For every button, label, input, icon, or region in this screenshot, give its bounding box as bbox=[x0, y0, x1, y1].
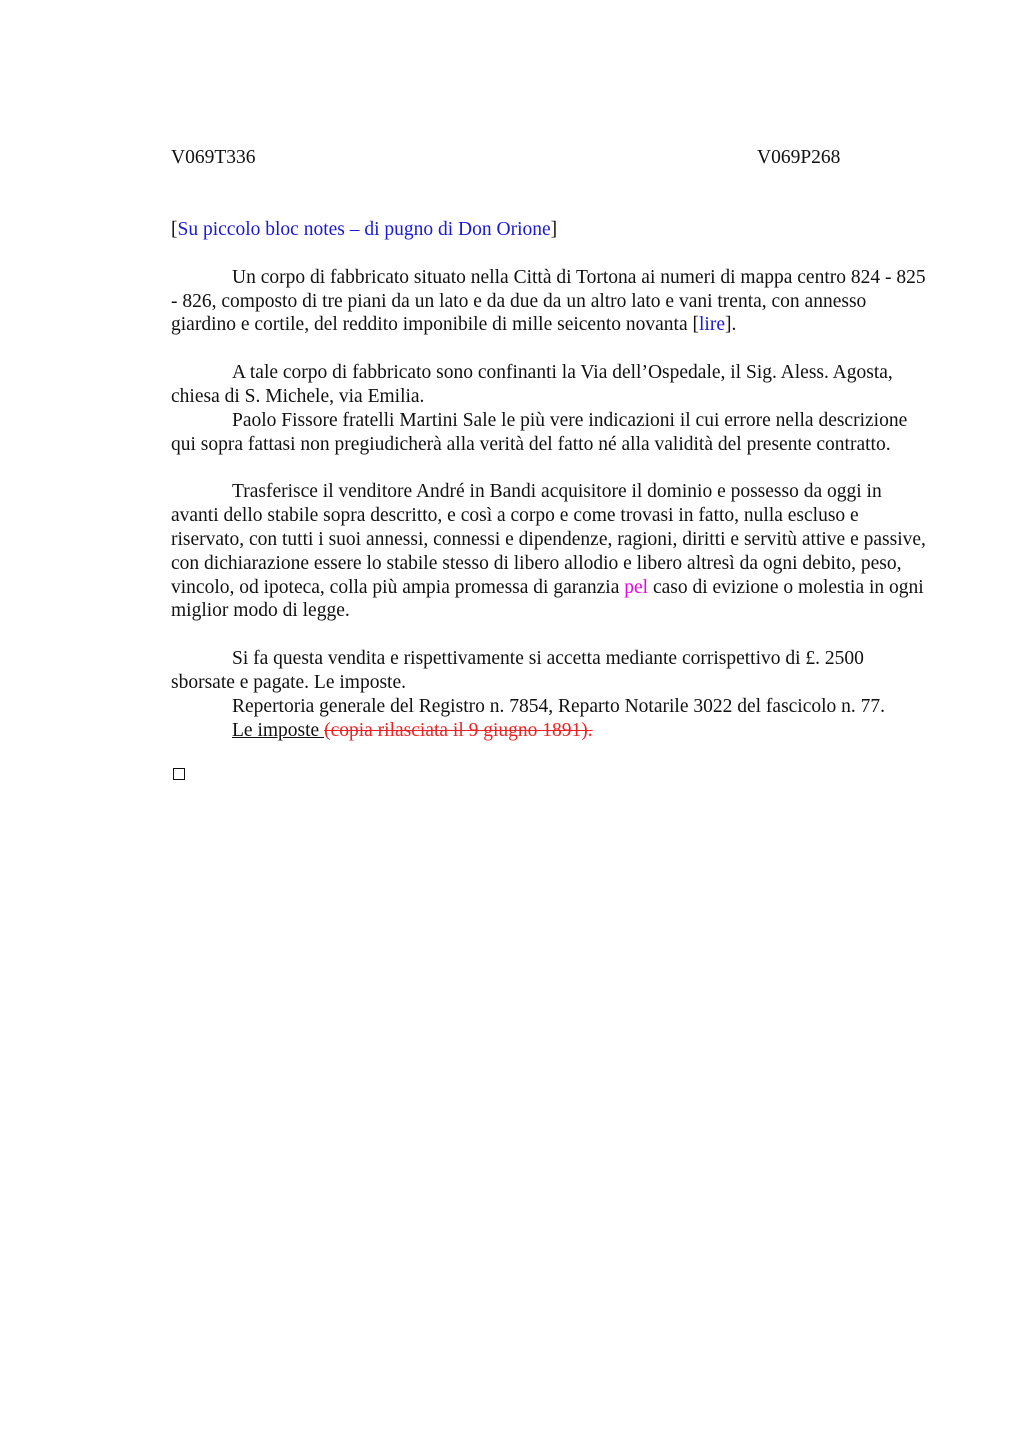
note-text: Su piccolo bloc notes – di pugno di Don Orione bbox=[177, 219, 551, 240]
paragraph-sale-price: Si fa questa vendita e rispettivamente si accetta mediante corrispettivo di £. 2500 sborsate e pagate. Le imposte. bbox=[171, 648, 864, 693]
p4-highlight: pel bbox=[624, 576, 649, 598]
checkbox-square-icon bbox=[173, 768, 185, 780]
p1-editorial-insert: lire bbox=[698, 314, 725, 336]
paragraph-register: Repertoria generale del Registro n. 7854, Reparto Notarile 3022 del fascicolo n. 77. bbox=[232, 695, 886, 717]
p4-end: caso di evizione o molestia in ogni miglior modo di legge. bbox=[171, 576, 924, 622]
p1-text: Un corpo di fabbricato situato nella Città di Tortona ai numeri di mappa centro 824 - 825 - 826, composto di tre piani da un lato e da due da un altro lato e vani trenta, con annesso giardino e cortile, del reddito imponibile di mille seicento novanta [ bbox=[171, 266, 926, 336]
paragraph-taxes bbox=[171, 719, 927, 743]
p7-underlined-text: Le imposte bbox=[232, 719, 325, 741]
p1-end: ]. bbox=[724, 314, 737, 336]
paragraph-property-description bbox=[171, 266, 927, 337]
p7-struck-text: (copia rilasciata il 9 giugno 1891). bbox=[324, 719, 593, 741]
document-code-left: V069T336 bbox=[171, 147, 256, 168]
p4-start: Trasferisce il venditore André in Bandi acquisitore il dominio e possesso da oggi in avanti dello stabile sopra descritto, e così a corpo e come trovasi in fatto, nulla escluso e riservato, con tutti i suoi annessi, connessi e dipendenze, ragioni, diritti e servitù attive e passive, con dichiarazione essere lo stabile stesso di libero allodio e libero altresì da ogni debito, peso, vincolo, od ipoteca, colla più ampia promessa di garanzia bbox=[171, 481, 926, 598]
page-header bbox=[171, 146, 927, 170]
note-close-bracket: ] bbox=[550, 219, 558, 240]
editorial-note bbox=[171, 218, 927, 242]
document-code-right: V069P268 bbox=[757, 147, 841, 168]
paragraph-transfer bbox=[171, 480, 927, 623]
paragraph-indications: Paolo Fissore fratelli Martini Sale le più vere indicazioni il cui errore nella descrizione qui sopra fattasi non pregiudicherà alla verità del fatto né alla validità del presente contratto. bbox=[171, 409, 908, 455]
note-open-bracket: [ bbox=[171, 219, 178, 240]
document-page bbox=[171, 146, 927, 742]
paragraph-boundaries: A tale corpo di fabbricato sono confinanti la Via dell’Ospedale, il Sig. Aless. Agosta, chiesa di S. Michele, via Emilia. bbox=[171, 362, 893, 407]
